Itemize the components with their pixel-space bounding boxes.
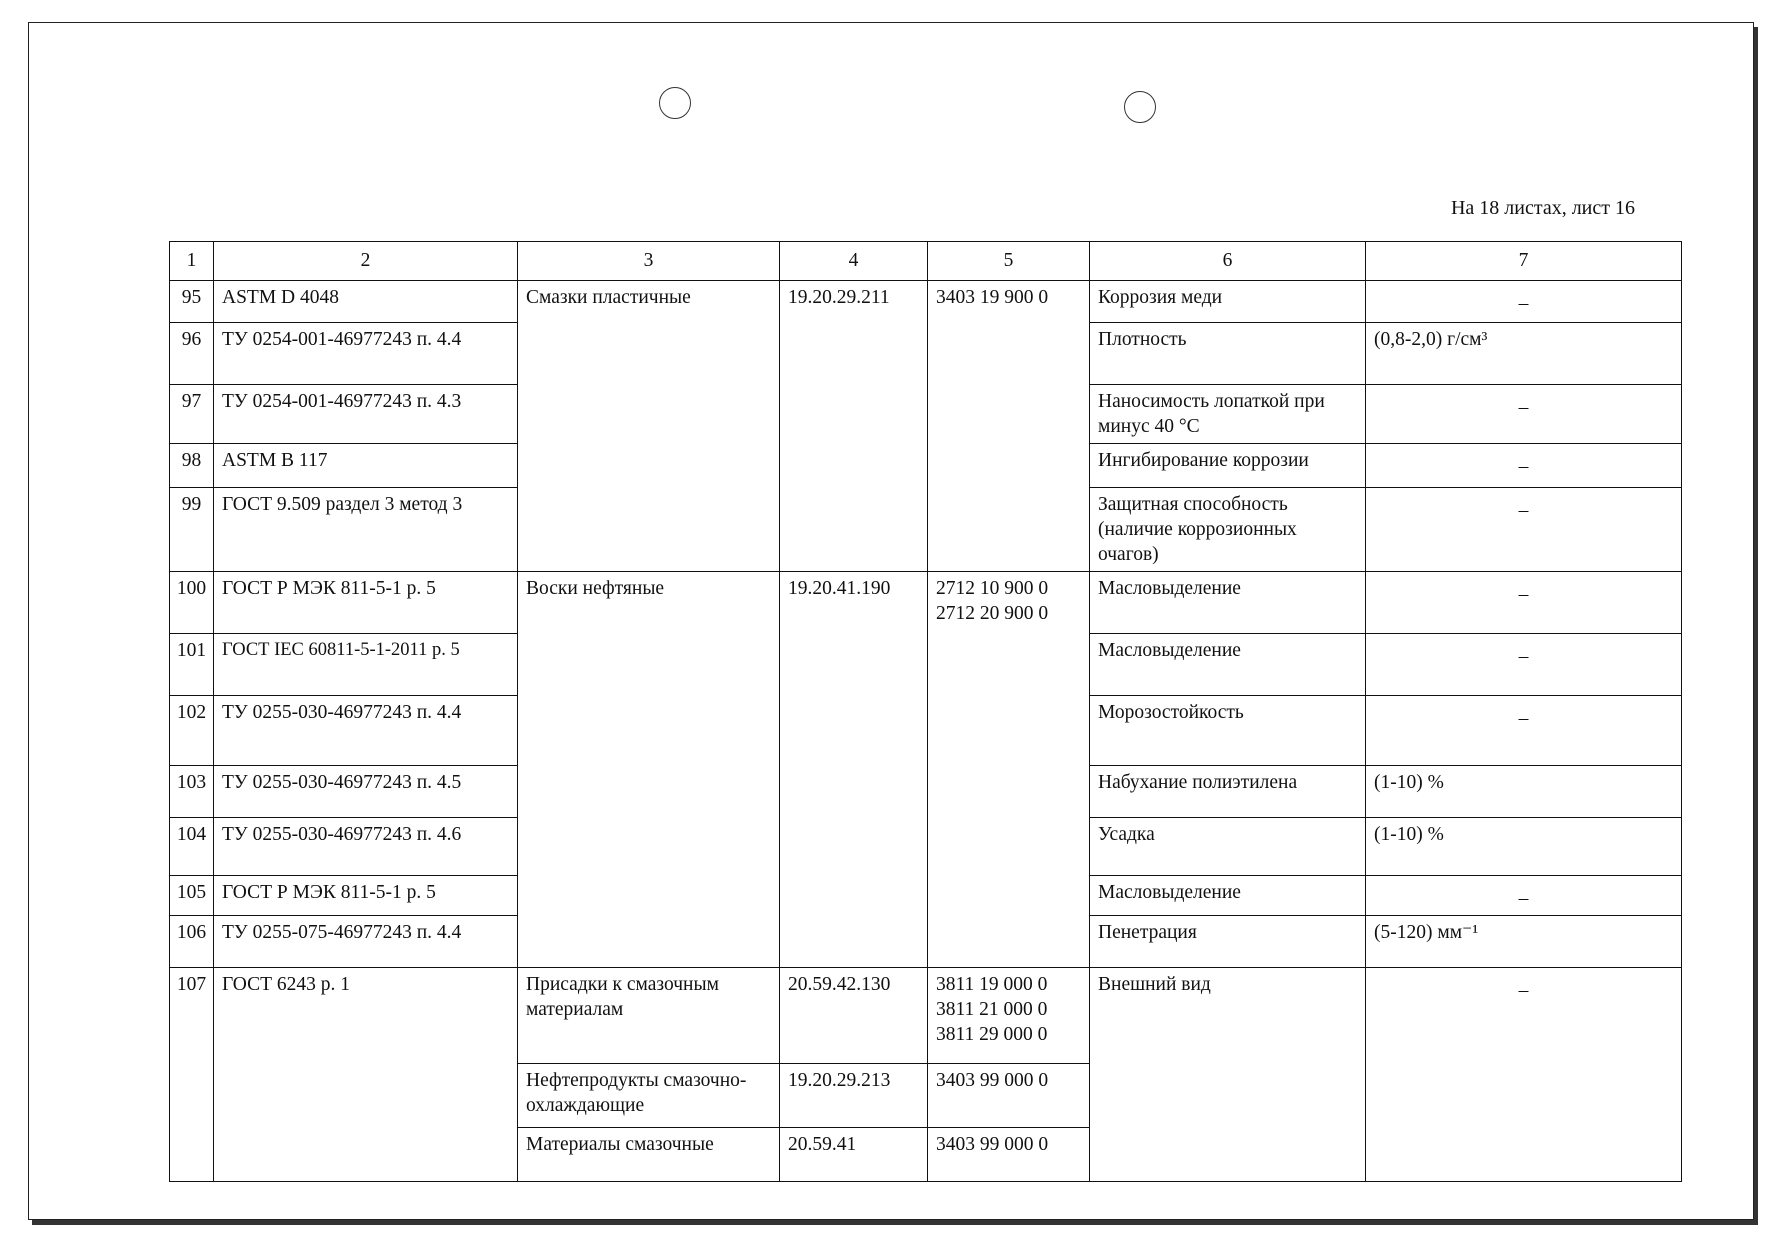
value-cell — [1366, 444, 1682, 488]
value-text: – — [1518, 500, 1529, 521]
property-cell: Масловыделение — [1090, 876, 1366, 916]
property-cell: Защитная способность (наличие коррозионных очагов) — [1090, 488, 1366, 572]
product-cell: Материалы смазочные — [518, 1128, 780, 1182]
tnved-code-cell: 2712 10 900 0 2712 20 900 0 — [928, 572, 1090, 968]
product-cell: Воски нефтяные — [518, 572, 780, 968]
method-cell: ТУ 0255-075-46977243 п. 4.4 — [214, 916, 518, 968]
row-number: 107 — [170, 968, 214, 1182]
table-row — [170, 572, 1682, 634]
okpd-code-cell: 19.20.29.213 — [780, 1064, 928, 1128]
property-cell: Усадка — [1090, 818, 1366, 876]
property-cell: Наносимость лопаткой при минус 40 °С — [1090, 385, 1366, 444]
property-cell: Плотность — [1090, 323, 1366, 385]
value-text: – — [1518, 584, 1529, 605]
row-number: 96 — [170, 323, 214, 385]
method-cell: ГОСТ IEC 60811-5-1-2011 р. 5 — [214, 634, 518, 696]
value-text: – — [1518, 980, 1529, 1001]
column-header: 2 — [214, 242, 518, 281]
tnved-code-cell: 3811 19 000 0 3811 21 000 0 3811 29 000 0 — [928, 968, 1090, 1064]
method-cell: ТУ 0254-001-46977243 п. 4.4 — [214, 323, 518, 385]
row-number: 104 — [170, 818, 214, 876]
punch-hole — [659, 87, 691, 119]
property-cell: Внешний вид — [1090, 968, 1366, 1182]
column-header: 4 — [780, 242, 928, 281]
row-number: 101 — [170, 634, 214, 696]
value-cell — [1366, 968, 1682, 1182]
value-cell: (0,8-2,0) г/см³ — [1366, 323, 1682, 385]
okpd-code-cell: 19.20.29.211 — [780, 281, 928, 572]
value-cell — [1366, 572, 1682, 634]
method-cell: ГОСТ 9.509 раздел 3 метод 3 — [214, 488, 518, 572]
property-cell: Морозостойкость — [1090, 696, 1366, 766]
property-cell: Ингибирование коррозии — [1090, 444, 1366, 488]
property-cell: Коррозия меди — [1090, 281, 1366, 323]
property-cell: Масловыделение — [1090, 634, 1366, 696]
value-cell — [1366, 488, 1682, 572]
column-header: 3 — [518, 242, 780, 281]
tnved-code-cell: 3403 19 900 0 — [928, 281, 1090, 572]
product-cell: Присадки к смазочным материалам — [518, 968, 780, 1064]
method-cell: ТУ 0255-030-46977243 п. 4.5 — [214, 766, 518, 818]
row-number: 105 — [170, 876, 214, 916]
value-text: – — [1518, 646, 1529, 667]
method-cell: ГОСТ Р МЭК 811-5-1 р. 5 — [214, 876, 518, 916]
row-number: 97 — [170, 385, 214, 444]
value-text: – — [1518, 456, 1529, 477]
method-cell: ТУ 0255-030-46977243 п. 4.6 — [214, 818, 518, 876]
sheet-number-note: На 18 листах, лист 16 — [1450, 197, 1635, 219]
accreditation-scope-table — [169, 241, 1682, 1182]
method-cell: ТУ 0255-030-46977243 п. 4.4 — [214, 696, 518, 766]
tnved-code-cell: 3403 99 000 0 — [928, 1064, 1090, 1128]
punch-hole — [1124, 91, 1156, 123]
column-header: 1 — [170, 242, 214, 281]
value-cell: (1-10) % — [1366, 818, 1682, 876]
column-header: 6 — [1090, 242, 1366, 281]
value-cell: (5-120) мм⁻¹ — [1366, 916, 1682, 968]
method-cell: ASTM D 4048 — [214, 281, 518, 323]
okpd-code-cell: 20.59.42.130 — [780, 968, 928, 1064]
product-cell: Нефтепродукты смазочно-охлаждающие — [518, 1064, 780, 1128]
row-number: 106 — [170, 916, 214, 968]
value-text: – — [1518, 708, 1529, 729]
tnved-code-cell: 3403 99 000 0 — [928, 1128, 1090, 1182]
document-sheet — [28, 22, 1754, 1220]
method-cell: ASTM B 117 — [214, 444, 518, 488]
value-cell: (1-10) % — [1366, 766, 1682, 818]
column-header: 7 — [1366, 242, 1682, 281]
table-row — [170, 968, 1682, 1064]
row-number: 99 — [170, 488, 214, 572]
column-header: 5 — [928, 242, 1090, 281]
property-cell: Набухание полиэтилена — [1090, 766, 1366, 818]
value-cell — [1366, 281, 1682, 323]
value-cell — [1366, 385, 1682, 444]
value-cell — [1366, 696, 1682, 766]
product-cell: Смазки пластичные — [518, 281, 780, 572]
property-cell: Пенетрация — [1090, 916, 1366, 968]
method-cell: ГОСТ 6243 р. 1 — [214, 968, 518, 1182]
value-text: – — [1518, 397, 1529, 418]
row-number: 98 — [170, 444, 214, 488]
table-row — [170, 281, 1682, 323]
okpd-code-cell: 19.20.41.190 — [780, 572, 928, 968]
property-cell: Масловыделение — [1090, 572, 1366, 634]
table-header-row — [170, 242, 1682, 281]
row-number: 95 — [170, 281, 214, 323]
value-text: – — [1518, 888, 1529, 909]
row-number: 103 — [170, 766, 214, 818]
method-cell: ТУ 0254-001-46977243 п. 4.3 — [214, 385, 518, 444]
okpd-code-cell: 20.59.41 — [780, 1128, 928, 1182]
row-number: 100 — [170, 572, 214, 634]
value-text: – — [1518, 293, 1529, 314]
row-number: 102 — [170, 696, 214, 766]
value-cell — [1366, 876, 1682, 916]
method-cell: ГОСТ Р МЭК 811-5-1 р. 5 — [214, 572, 518, 634]
value-cell — [1366, 634, 1682, 696]
